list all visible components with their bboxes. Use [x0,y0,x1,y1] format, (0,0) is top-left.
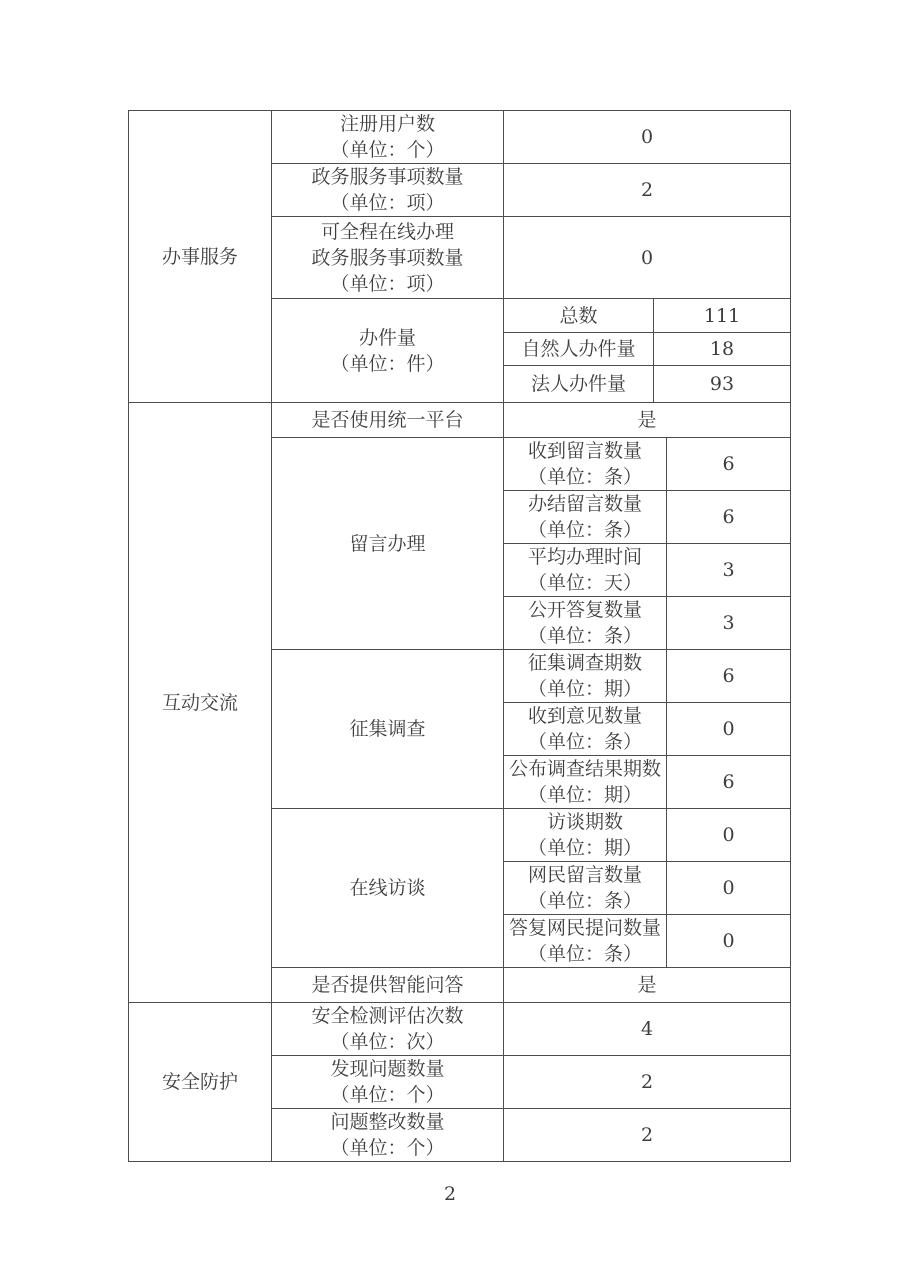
cell-registered-users-value: 0 [504,111,791,164]
table-row [129,403,791,438]
cell-survey-collection-label: 征集调查 [272,650,504,809]
table-row [129,1003,791,1056]
cell-legal-person-value: 93 [654,366,791,403]
cell-problems-fixed-label: 问题整改数量 （单位：个） [272,1109,504,1162]
cell-messages-received-label: 收到留言数量 （单位：条） [504,438,667,491]
cell-legal-person-label: 法人办件量 [504,366,654,403]
cell-assessments-label: 安全检测评估次数 （单位：次） [272,1003,504,1056]
cell-messages-completed-value: 6 [667,491,791,544]
cell-unified-platform-label: 是否使用统一平台 [272,403,504,438]
cell-avg-time-value: 3 [667,544,791,597]
cell-netizen-messages-label: 网民留言数量 （单位：条） [504,862,667,915]
cell-opinions-received-value: 0 [667,703,791,756]
cell-survey-periods-value: 6 [667,650,791,703]
annual-report-table [128,110,791,1162]
table-row [129,111,791,164]
cell-public-replies-value: 3 [667,597,791,650]
cell-case-volume-label: 办件量 （单位：件） [272,299,504,403]
page-number: 2 [443,1183,457,1205]
section-label-text: 安全防护 [161,1071,238,1093]
cell-survey-periods-label: 征集调查期数 （单位：期） [504,650,667,703]
cell-full-online-items-label: 可全程在线办理 政务服务事项数量 （单位：项） [272,217,504,299]
section-label-interaction [129,403,272,1003]
cell-results-published-label: 公布调查结果期数 （单位：期） [504,756,667,809]
cell-public-replies-label: 公开答复数量 （单位：条） [504,597,667,650]
cell-natural-person-label: 自然人办件量 [504,333,654,366]
cell-netizen-messages-value: 0 [667,862,791,915]
cell-problems-fixed-value: 2 [504,1109,791,1162]
cell-problems-found-label: 发现问题数量 （单位：个） [272,1056,504,1109]
cell-full-online-items-value: 0 [504,217,791,299]
cell-case-volume-total-value: 111 [654,299,791,333]
cell-smart-qa-value: 是 [504,968,791,1003]
cell-registered-users-label: 注册用户数 （单位：个） [272,111,504,164]
cell-assessments-value: 4 [504,1003,791,1056]
cell-interview-periods-value: 0 [667,809,791,862]
cell-service-items-label: 政务服务事项数量 （单位：项） [272,164,504,217]
cell-natural-person-value: 18 [654,333,791,366]
cell-online-interview-label: 在线访谈 [272,809,504,968]
cell-messages-received-value: 6 [667,438,791,491]
cell-service-items-value: 2 [504,164,791,217]
cell-message-handling-label: 留言办理 [272,438,504,650]
cell-questions-answered-label: 答复网民提问数量 （单位：条） [504,915,667,968]
cell-interview-periods-label: 访谈期数 （单位：期） [504,809,667,862]
section-label-text: 办事服务 [161,245,238,268]
section-label-text: 互动交流 [161,691,238,714]
cell-unified-platform-value: 是 [504,403,791,438]
cell-case-volume-total-label: 总数 [504,299,654,333]
section-label-security [129,1003,272,1162]
cell-opinions-received-label: 收到意见数量 （单位：条） [504,703,667,756]
section-label-service [129,111,272,403]
cell-problems-found-value: 2 [504,1056,791,1109]
cell-smart-qa-label: 是否提供智能问答 [272,968,504,1003]
cell-avg-time-label: 平均办理时间 （单位：天） [504,544,667,597]
cell-results-published-value: 6 [667,756,791,809]
cell-questions-answered-value: 0 [667,915,791,968]
cell-messages-completed-label: 办结留言数量 （单位：条） [504,491,667,544]
